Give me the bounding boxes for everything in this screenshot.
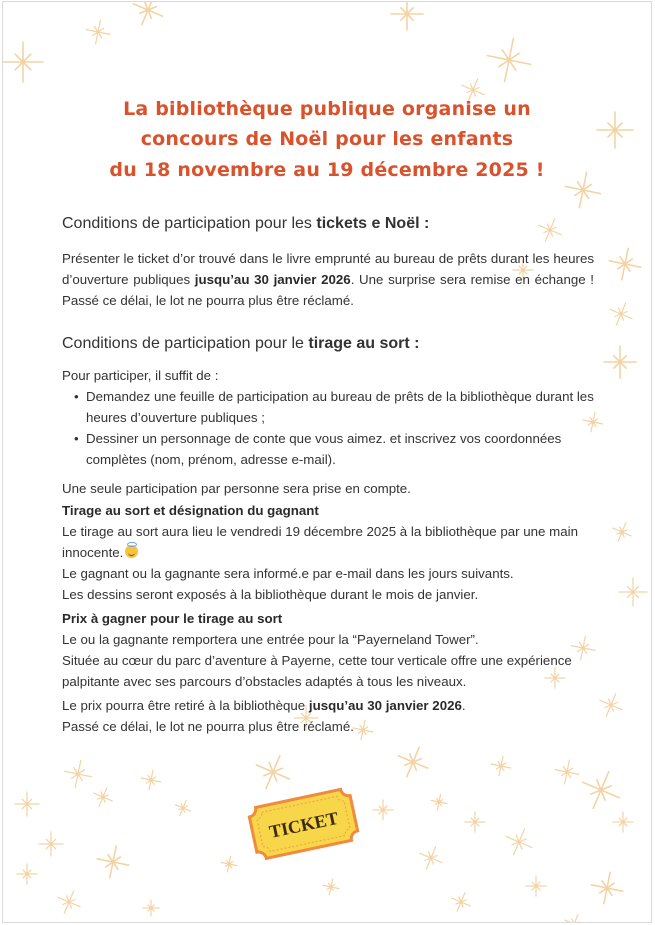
sparkle-star	[619, 578, 647, 606]
sparkle-star	[17, 864, 37, 884]
sparkle-star	[398, 747, 427, 776]
sparkle-star	[591, 872, 622, 903]
pickup-line-1	[62, 695, 594, 716]
sparkle-star	[323, 879, 339, 895]
tickets-text-b: . Une surprise sera remise en échange ! Passé ce délai, le lot ne pourra plus être réclamé.	[62, 272, 594, 308]
sparkle-star	[221, 856, 237, 872]
sparkle-star	[39, 832, 63, 856]
sparkle-star	[58, 891, 80, 913]
tickets-paragraph	[62, 248, 594, 311]
participation-intro: Pour participer, il suffit de :	[62, 368, 219, 383]
sparkle-star	[539, 219, 561, 241]
headline-line-1: La bibliothèque publique organise un	[123, 98, 531, 120]
sparkle-star	[3, 42, 43, 82]
sparkle-star	[86, 20, 110, 44]
sparkle-star	[491, 756, 511, 776]
pickup-block	[62, 695, 594, 737]
sparkle-star	[604, 346, 636, 378]
headline-line-2: concours de Noël pour les enfants	[140, 128, 514, 150]
pickup-line-2: Passé ce délai, le lot ne pourra plus être réclamé.	[62, 719, 354, 734]
sparkle-star	[609, 248, 640, 279]
sparkle-star	[613, 523, 631, 541]
sparkle-star	[452, 893, 470, 911]
sparkle-star	[15, 792, 39, 816]
pickup-text-a: Le prix pourra être retiré à la bibliothèque	[62, 698, 309, 713]
sparkle-star	[600, 694, 622, 716]
flyer-page	[2, 1, 652, 923]
section-title-tickets	[62, 215, 429, 233]
participation-list	[62, 386, 594, 470]
sparkle-star	[583, 772, 620, 809]
sparkle-star	[64, 760, 91, 787]
participation-item: • Demandez une feuille de participation au bureau de prêts de la bibliothèque durant les heures d’ouverture publiques ;	[62, 386, 594, 428]
draw-line-1	[62, 521, 594, 563]
tickets-text-a: Présenter le ticket d’or trouvé dans le livre emprunté au bureau de prêts durant les heures d’ouverture publiques	[62, 251, 594, 287]
sparkle-star	[141, 770, 161, 790]
draw-line-3: Les dessins seront exposés à la bibliothèque durant le mois de janvier.	[62, 587, 479, 602]
pickup-deadline: jusqu’au 30 janvier 2026	[308, 698, 462, 713]
sparkle-star	[94, 788, 112, 806]
sparkle-star	[133, 2, 162, 25]
smiling-face-with-halo-icon	[125, 545, 138, 558]
headline-line-3: du 18 novembre au 19 décembre 2025 !	[109, 159, 545, 181]
draw-line-1-text: Le tirage au sort aura lieu le vendredi 19 décembre 2025 à la bibliothèque par une main innocente.	[62, 524, 578, 560]
sparkle-star	[555, 760, 579, 784]
draw-line-2: Le gagnant ou la gagnante sera informé.e par e-mail dans les jours suivants.	[62, 566, 514, 581]
sparkle-star	[506, 829, 532, 855]
sparkle-star	[613, 812, 633, 832]
section-title-draw	[62, 335, 420, 353]
sparkle-star	[565, 915, 583, 922]
section-title-tickets-prefix: Conditions de participation pour les	[62, 215, 317, 232]
sparkle-star	[526, 876, 546, 896]
ticket-image	[246, 784, 361, 864]
prize-block	[62, 608, 594, 692]
draw-block	[62, 500, 594, 605]
prize-heading: Prix à gagner pour le tirage au sort	[62, 611, 283, 626]
sparkle-star	[487, 38, 530, 81]
participation-note: Une seule participation par personne sera prise en compte.	[62, 481, 411, 496]
section-title-draw-prefix: Conditions de participation pour le	[62, 335, 309, 352]
sparkle-star	[373, 800, 393, 820]
participation-block	[62, 365, 594, 499]
tickets-deadline: jusqu’au 30 janvier 2026	[194, 272, 351, 287]
sparkle-star	[420, 847, 442, 869]
ticket-label: TICKET	[267, 807, 341, 842]
sparkle-star	[391, 2, 423, 30]
sparkle-star	[610, 303, 632, 325]
sparkle-star	[431, 794, 447, 810]
section-title-tickets-bold: tickets e Noël :	[316, 215, 430, 232]
sparkle-star	[143, 900, 159, 916]
sparkle-star	[97, 846, 128, 877]
section-title-draw-bold: tirage au sort :	[308, 335, 420, 352]
prize-line-2: Située au cœur du parc d’aventure à Payerne, cette tour verticale offre une expérience palpitante avec ses parcours d’obstacles adaptés à tous les niveaux.	[62, 653, 572, 689]
participation-item: • Dessiner un personnage de conte que vous aimez. et inscrivez vos coordonnées complètes (nom, prénom, adresse e-mail).	[62, 428, 594, 470]
draw-heading: Tirage au sort et désignation du gagnant	[62, 503, 319, 518]
sparkle-star	[176, 801, 191, 816]
prize-line-1: Le ou la gagnante remportera une entrée pour la “Payerneland Tower”.	[62, 632, 479, 647]
pickup-text-b: .	[461, 698, 466, 713]
sparkle-star	[465, 812, 485, 832]
